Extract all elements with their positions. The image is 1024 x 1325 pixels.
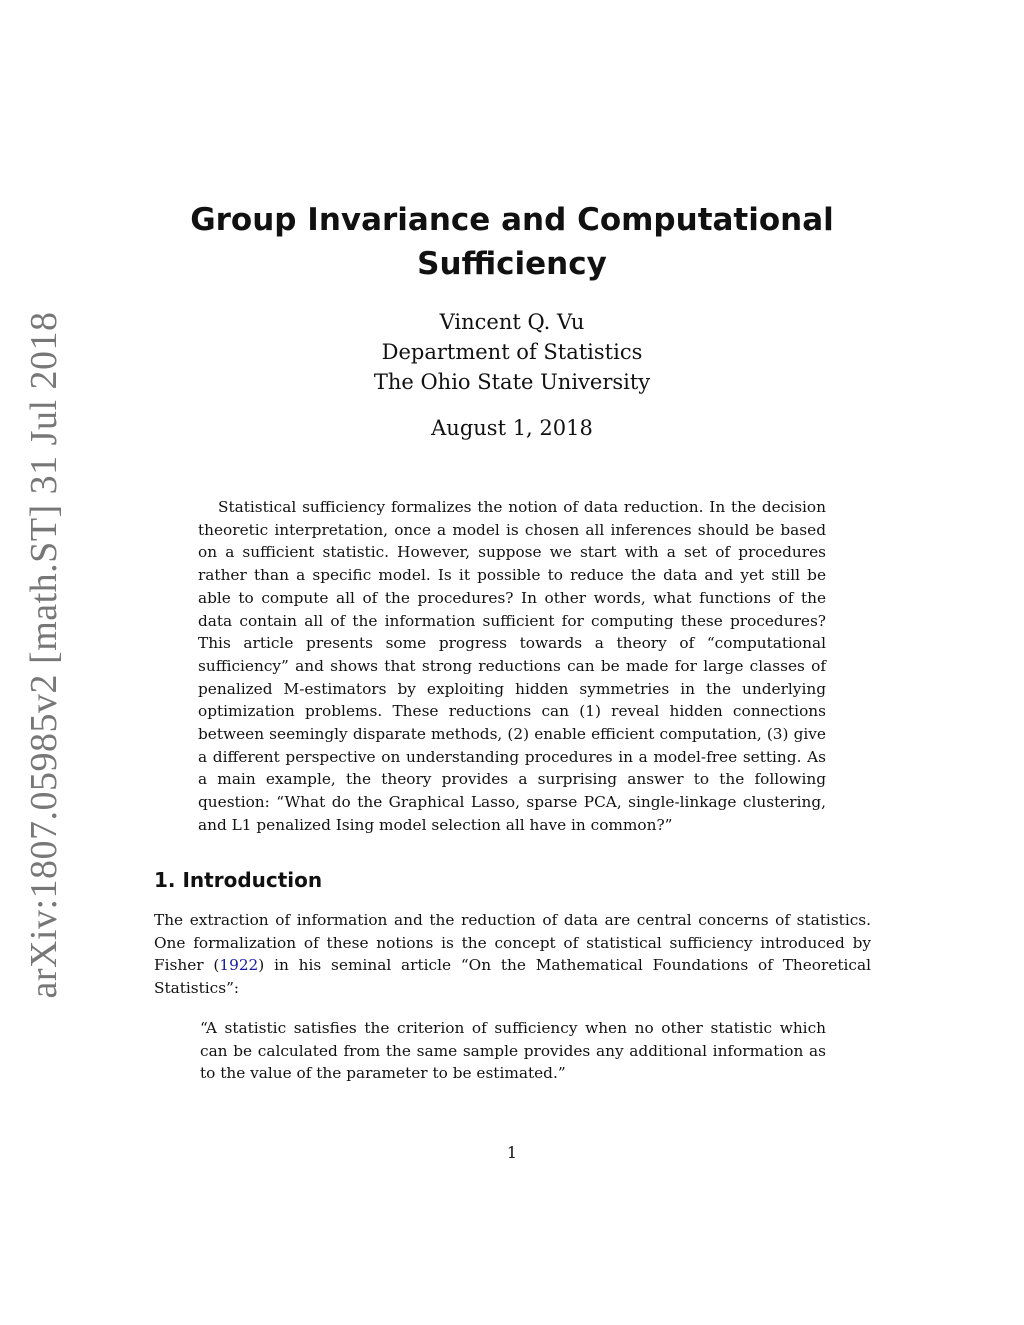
intro-text-before-citation: The extraction of information and the reduction of data are central concerns of statistics. One formalization of these notions is the concept of statistical sufficiency introduced by Fisher (: [154, 911, 871, 975]
section-heading: [154, 866, 322, 894]
citation-link[interactable]: 1922: [219, 956, 259, 975]
intro-paragraph: [154, 909, 871, 1000]
author-name: Vincent Q. Vu: [439, 310, 585, 334]
paper-title: [180, 198, 844, 286]
section-title: Introduction: [182, 868, 323, 892]
author-university: The Ohio State University: [373, 370, 651, 394]
arxiv-identifier: arXiv:1807.05985v2 [math.ST] 31 Jul 2018: [23, 311, 65, 999]
section-number: 1.: [154, 868, 176, 892]
intro-text-after-citation: ) in his seminal article “On the Mathematical Foundations of Theoretical Statistics”:: [154, 956, 871, 998]
title-line-2: Sufficiency: [417, 246, 607, 282]
paper-date: August 1, 2018: [431, 416, 593, 440]
title-line-1: Group Invariance and Computational: [190, 202, 834, 238]
author-department: Department of Statistics: [381, 340, 643, 364]
abstract-text: Statistical sufficiency formalizes the notion of data reduction. In the decision theoretic interpretation, once a model is chosen all inferences should be based on a sufficient statistic. However, suppose we start with a set of procedures rather than a specific model. Is it possible to reduce the data and yet still be able to compute all of the procedures? In other words, what functions of the data contain all of the information sufficient for computing these procedures? This article presents some progress towards a theory of “computational sufficiency” and shows that strong reductions can be made for large classes of penalized M-estimators by exploiting hidden symmetries in the underlying optimization problems. These reductions can (1) reveal hidden connections between seemingly disparate methods, (2) enable efficient computation, (3) give a different perspective on understanding procedures in a model-free setting. As a main example, the theory provides a surprising answer to the following question: “What do the Graphical Lasso, sparse PCA, single-linkage clustering, and L1 penalized Ising model selection all have in common?”: [198, 498, 826, 834]
page-number: 1: [506, 1143, 518, 1162]
fisher-quote: “A statistic satisfies the criterion of sufficiency when no other statistic which can be calculated from the same sample provides any additional information as to the value of the parameter to be estimated.”: [200, 1019, 826, 1083]
